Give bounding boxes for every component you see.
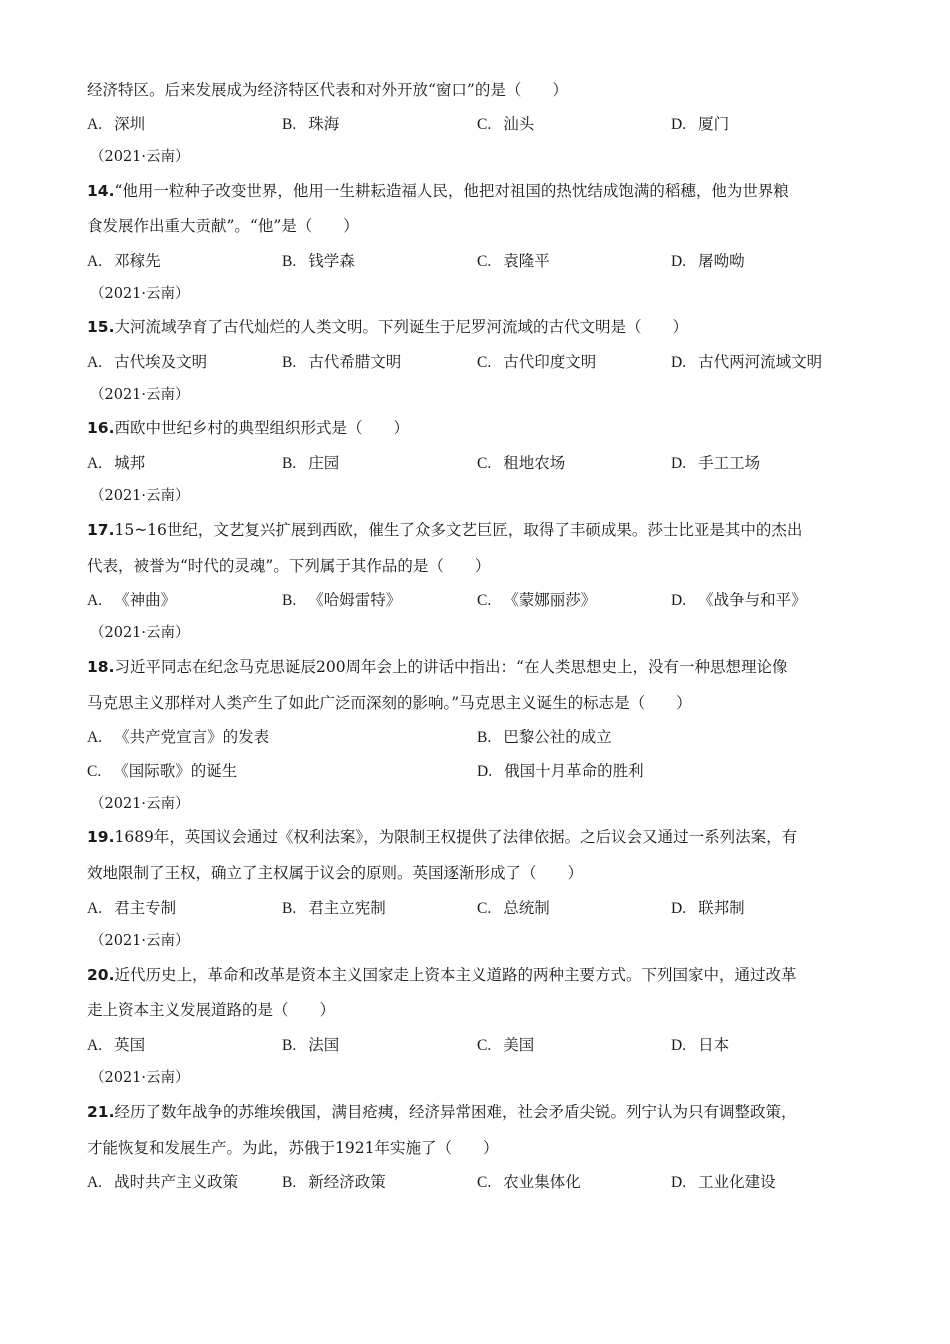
option-c[interactable]: C. 袁隆平 xyxy=(477,252,550,270)
option-d[interactable]: D. 联邦制 xyxy=(671,899,745,917)
option-b[interactable]: B. 君主立宪制 xyxy=(282,899,386,917)
option-b[interactable]: B. 法国 xyxy=(282,1036,340,1054)
question-20-options xyxy=(87,1034,867,1056)
option-a[interactable]: A. 城邦 xyxy=(87,454,146,472)
option-b[interactable]: B. 古代希腊文明 xyxy=(282,353,402,371)
question-19-stem: 19.1689年，英国议会通过《权利法案》，为限制王权提供了法律依据。之后议会又通过一系列法案，有 xyxy=(87,828,798,846)
question-19-stem-cont: 效地限制了王权，确立了主权属于议会的原则。英国逐渐形成了（ ） xyxy=(87,864,584,882)
question-20-stem-cont: 走上资本主义发展道路的是（ ） xyxy=(87,1001,336,1019)
question-21-stem: 21.经历了数年战争的苏维埃俄国，满目疮痍，经济异常困难，社会矛盾尖锐。列宁认为只有调整政策， xyxy=(87,1103,797,1121)
option-c[interactable]: C. 《国际歌》的诞生 xyxy=(87,762,238,780)
question-15-options xyxy=(87,351,867,373)
question-18-options-row2 xyxy=(87,760,867,782)
option-b[interactable]: B. 新经济政策 xyxy=(282,1173,386,1191)
option-a[interactable]: A. 古代埃及文明 xyxy=(87,353,208,371)
question-18-options-row1 xyxy=(87,726,867,748)
question-17-options xyxy=(87,589,867,611)
question-17-source: （2021·云南） xyxy=(90,488,190,504)
option-b[interactable]: B. 《哈姆雷特》 xyxy=(282,591,402,609)
question-16-stem: 16.西欧中世纪乡村的典型组织形式是（ ） xyxy=(87,419,409,437)
question-17-stem-cont: 代表，被誉为“时代的灵魂”。下列属于其作品的是（ ） xyxy=(87,557,491,575)
option-b[interactable]: B. 珠海 xyxy=(282,115,340,133)
question-18-source: （2021·云南） xyxy=(90,625,190,641)
option-d[interactable]: D. 手工工场 xyxy=(671,454,761,472)
option-a[interactable]: A. 《共产党宣言》的发表 xyxy=(87,728,270,746)
option-c[interactable]: C. 租地农场 xyxy=(477,454,566,472)
option-b[interactable]: B. 巴黎公社的成立 xyxy=(477,728,612,746)
option-d[interactable]: D. 厦门 xyxy=(671,115,730,133)
question-20-stem: 20.近代历史上，革命和改革是资本主义国家走上资本主义道路的两种主要方式。下列国家中，通过改革 xyxy=(87,966,797,984)
question-14-stem: 14.“他用一粒种子改变世界，他用一生耕耘造福人民，他把对祖国的热忱结成饱满的稻穗，他为世界粮 xyxy=(87,182,789,200)
option-d[interactable]: D. 屠呦呦 xyxy=(671,252,745,270)
option-a[interactable]: A. 邓稼先 xyxy=(87,252,161,270)
option-c[interactable]: C. 汕头 xyxy=(477,115,535,133)
option-c[interactable]: C. 美国 xyxy=(477,1036,535,1054)
question-14-stem-cont: 食发展作出重大贡献”。“他”是（ ） xyxy=(87,217,359,235)
option-d[interactable]: D. 日本 xyxy=(671,1036,730,1054)
option-d[interactable]: D. 古代两河流域文明 xyxy=(671,353,823,371)
option-a[interactable]: A. 英国 xyxy=(87,1036,146,1054)
question-15-source: （2021·云南） xyxy=(90,286,190,302)
option-a[interactable]: A. 《神曲》 xyxy=(87,591,177,609)
option-a[interactable]: A. 君主专制 xyxy=(87,899,177,917)
option-b[interactable]: B. 钱学森 xyxy=(282,252,355,270)
question-21-stem-cont: 才能恢复和发展生产。为此，苏俄于1921年实施了（ ） xyxy=(87,1139,499,1157)
option-a[interactable]: A. 深圳 xyxy=(87,115,146,133)
question-19-source: （2021·云南） xyxy=(90,796,190,812)
option-d[interactable]: D. 《战争与和平》 xyxy=(671,591,807,609)
question-13-options xyxy=(87,113,867,135)
question-17-stem: 17.15~16世纪，文艺复兴扩展到西欧，催生了众多文艺巨匠，取得了丰硕成果。莎士比亚是其中的杰出 xyxy=(87,521,803,539)
option-c[interactable]: C. 《蒙娜丽莎》 xyxy=(477,591,597,609)
option-d[interactable]: D. 工业化建设 xyxy=(671,1173,776,1191)
question-14-source: （2021·云南） xyxy=(90,149,190,165)
question-19-options xyxy=(87,897,867,919)
question-18-stem: 18.习近平同志在纪念马克思诞辰200周年会上的讲话中指出：“在人类思想史上，没有一种思想理论像 xyxy=(87,658,788,676)
option-c[interactable]: C. 古代印度文明 xyxy=(477,353,597,371)
question-13-stem: 经济特区。后来发展成为经济特区代表和对外开放“窗口”的是（ ） xyxy=(87,81,568,99)
option-c[interactable]: C. 总统制 xyxy=(477,899,550,917)
question-21-options xyxy=(87,1171,867,1193)
option-b[interactable]: B. 庄园 xyxy=(282,454,340,472)
question-18-stem-cont: 马克思主义那样对人类产生了如此广泛而深刻的影响。”马克思主义诞生的标志是（ ） xyxy=(87,694,692,712)
question-16-options xyxy=(87,452,867,474)
question-21-source: （2021·云南） xyxy=(90,1070,190,1086)
question-20-source: （2021·云南） xyxy=(90,933,190,949)
question-16-source: （2021·云南） xyxy=(90,387,190,403)
option-d[interactable]: D. 俄国十月革命的胜利 xyxy=(477,762,644,780)
option-a[interactable]: A. 战时共产主义政策 xyxy=(87,1173,239,1191)
question-14-options xyxy=(87,250,867,272)
option-c[interactable]: C. 农业集体化 xyxy=(477,1173,581,1191)
question-15-stem: 15.大河流域孕育了古代灿烂的人类文明。下列诞生于尼罗河流域的古代文明是（ ） xyxy=(87,318,688,336)
